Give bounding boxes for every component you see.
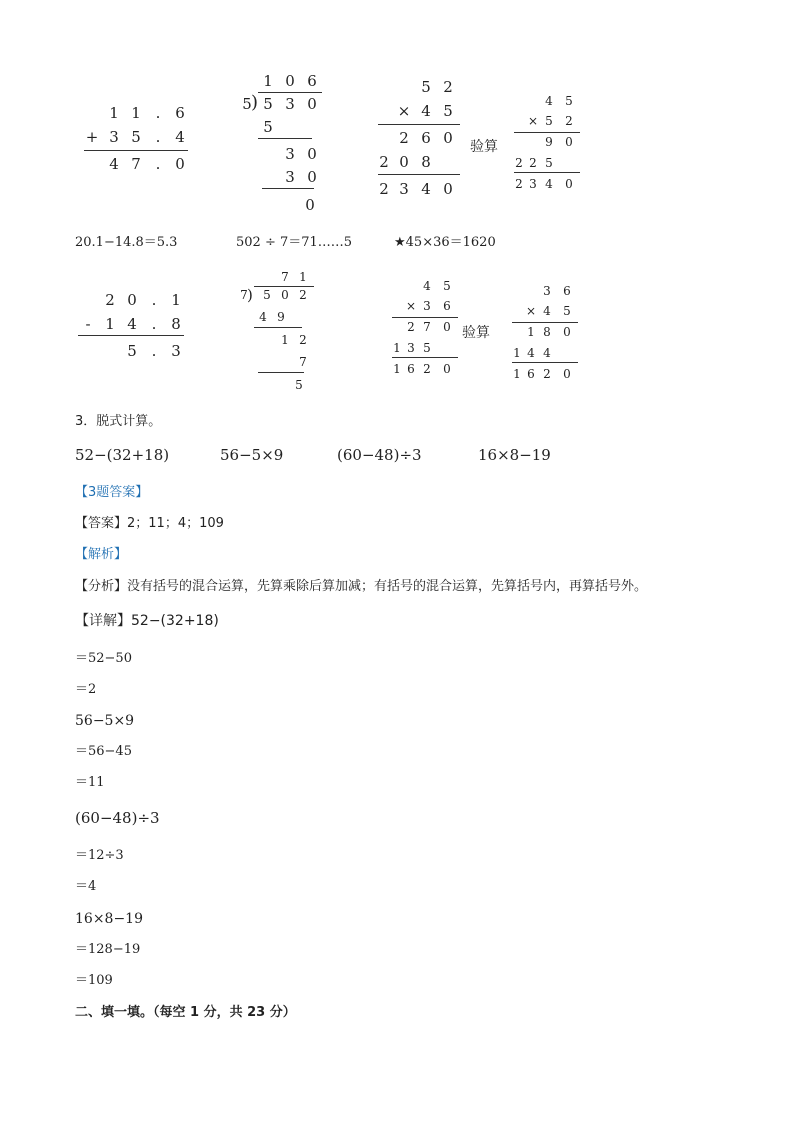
vertical-multiplication-check-2	[508, 282, 583, 387]
solution-line: 56−5×9	[75, 713, 135, 729]
digit: 1	[281, 333, 289, 347]
digit: .	[151, 342, 157, 360]
digit: 2	[423, 362, 431, 376]
solution-line: ＝56−45	[75, 744, 132, 759]
digit: 1	[131, 104, 141, 122]
digit: 2	[565, 114, 573, 128]
digit: 2	[515, 156, 523, 170]
digit: 0	[563, 367, 571, 381]
equation-multiplication: ★45×36＝1620	[394, 235, 496, 250]
solution-line: ＝128−19	[75, 942, 141, 957]
digit: 7	[281, 270, 289, 284]
digit: 1	[299, 270, 307, 284]
analysis-header: 【解析】	[75, 547, 128, 562]
step-line	[262, 188, 314, 189]
product-line	[392, 317, 458, 318]
times-sign: ×	[405, 299, 417, 313]
digit: 2	[399, 129, 409, 147]
answer-header: 【3题答案】	[75, 485, 149, 500]
digit: 6	[421, 129, 431, 147]
digit: 6	[407, 362, 415, 376]
digit: 3	[543, 284, 551, 298]
vertical-addition	[80, 100, 190, 180]
vertical-multiplication-check-1	[510, 92, 585, 197]
solution-line: 16×8−19	[75, 911, 143, 927]
digit: 4	[423, 279, 431, 293]
digit: 6	[443, 299, 451, 313]
section-2-title: 二、填一填。（每空 1 分，共 23 分）	[75, 1005, 296, 1020]
digit: 5	[421, 78, 431, 96]
digit: 0	[285, 72, 295, 90]
digit: 2	[543, 367, 551, 381]
digit: .	[155, 155, 161, 173]
digit: 0	[565, 177, 573, 191]
digit: 4	[259, 310, 267, 324]
digit: .	[151, 291, 157, 309]
digit: 1	[527, 325, 535, 339]
digit: 0	[307, 95, 317, 113]
times-sign: ×	[525, 304, 537, 318]
problem-expression: (60−48)÷3	[337, 446, 422, 464]
digit: 5	[263, 95, 273, 113]
digit: .	[151, 315, 157, 333]
digit: 6	[175, 104, 185, 122]
digit: 2	[407, 320, 415, 334]
remainder: 0	[305, 196, 315, 214]
detail-label: 【详解】52−(32+18)	[75, 613, 219, 629]
product-line	[378, 124, 460, 125]
digit: 0	[443, 180, 453, 198]
digit: 9	[545, 135, 553, 149]
times-sign: ×	[397, 102, 411, 120]
equation-subtraction: 20.1−14.8＝5.3	[75, 235, 178, 250]
digit: 1	[513, 367, 521, 381]
digit: 4	[543, 304, 551, 318]
digit: 2	[443, 78, 453, 96]
digit: 9	[277, 310, 285, 324]
problem-expression: 16×8−19	[478, 446, 551, 464]
vertical-multiplication-1	[374, 76, 464, 201]
digit: 4	[175, 128, 185, 146]
digit: 6	[307, 72, 317, 90]
digit: 2	[105, 291, 115, 309]
division-bar	[254, 286, 314, 287]
plus-sign: +	[85, 128, 99, 146]
digit: 1	[393, 341, 401, 355]
problem-expression: 52−(32+18)	[75, 446, 170, 464]
digit: 0	[307, 145, 317, 163]
product-line	[378, 174, 460, 175]
solution-line: ＝4	[75, 879, 97, 894]
digit: .	[155, 128, 161, 146]
digit: 2	[515, 177, 523, 191]
divisor: 7	[240, 288, 248, 302]
check-label: 验算	[462, 325, 490, 341]
product-line	[514, 132, 580, 133]
digit: 1	[263, 72, 273, 90]
long-division-2	[240, 268, 315, 398]
digit: 2	[529, 156, 537, 170]
solution-line: ＝12÷3	[75, 848, 124, 863]
digit: 4	[109, 155, 119, 173]
minus-sign: -	[85, 315, 91, 333]
digit: 5	[563, 304, 571, 318]
difference-line	[78, 335, 184, 336]
digit: 8	[171, 315, 181, 333]
digit: 0	[443, 362, 451, 376]
digit: 0	[563, 325, 571, 339]
digit: 0	[281, 288, 289, 302]
digit: 4	[421, 180, 431, 198]
product-line	[512, 322, 578, 323]
vertical-subtraction	[76, 287, 186, 367]
digit: 1	[171, 291, 181, 309]
step-line	[258, 138, 312, 139]
divisor: 5	[242, 95, 252, 113]
digit: 3	[285, 95, 295, 113]
division-bracket: )	[251, 92, 259, 113]
digit: 3	[285, 145, 295, 163]
digit: 7	[423, 320, 431, 334]
equation-division: 502 ÷ 7＝71……5	[236, 235, 353, 250]
product-line	[512, 362, 578, 363]
solution-line: (60−48)÷3	[75, 809, 160, 827]
digit: 3	[171, 342, 181, 360]
long-division-1	[244, 70, 334, 220]
solution-line: ＝109	[75, 973, 113, 988]
problem-expression: 56−5×9	[220, 446, 284, 464]
step-line	[254, 327, 302, 328]
step-line	[258, 372, 304, 373]
solution-line: ＝2	[75, 682, 97, 697]
digit: 5	[545, 114, 553, 128]
answer-text: 【答案】2；11；4；109	[75, 516, 224, 531]
vertical-multiplication-2	[388, 277, 463, 382]
digit: 3	[109, 128, 119, 146]
division-bar	[258, 92, 322, 93]
digit: 7	[299, 355, 307, 369]
solution-line: ＝11	[75, 775, 105, 790]
digit: 8	[421, 153, 431, 171]
digit: 4	[545, 177, 553, 191]
check-label: 验算	[470, 139, 498, 155]
sum-line	[84, 150, 188, 151]
digit: 5	[443, 102, 453, 120]
digit: 3	[285, 168, 295, 186]
product-line	[392, 357, 458, 358]
digit: 5	[565, 94, 573, 108]
digit: 4	[543, 346, 551, 360]
remainder: 5	[295, 378, 303, 392]
digit: 2	[379, 153, 389, 171]
digit: 4	[421, 102, 431, 120]
digit: 1	[393, 362, 401, 376]
digit: 3	[399, 180, 409, 198]
digit: 4	[527, 346, 535, 360]
digit: 7	[131, 155, 141, 173]
digit: 3	[529, 177, 537, 191]
digit: 4	[127, 315, 137, 333]
digit: 5	[423, 341, 431, 355]
digit: 0	[127, 291, 137, 309]
digit: 5	[131, 128, 141, 146]
digit: 0	[307, 168, 317, 186]
digit: 2	[299, 333, 307, 347]
digit: 0	[443, 320, 451, 334]
digit: 5	[545, 156, 553, 170]
digit: 1	[109, 104, 119, 122]
digit: 2	[299, 288, 307, 302]
digit: 8	[543, 325, 551, 339]
digit: 0	[443, 129, 453, 147]
digit: 5	[127, 342, 137, 360]
digit: .	[155, 104, 161, 122]
digit: 1	[513, 346, 521, 360]
section-3-title: 3．脱式计算。	[75, 414, 162, 429]
digit: 5	[263, 118, 273, 136]
analysis-text: 【分析】没有括号的混合运算，先算乘除后算加减；有括号的混合运算，先算括号内，再算括号外。	[75, 579, 648, 594]
division-bracket: )	[247, 286, 253, 304]
digit: 5	[443, 279, 451, 293]
digit: 4	[545, 94, 553, 108]
digit: 0	[565, 135, 573, 149]
digit: 3	[407, 341, 415, 355]
times-sign: ×	[527, 114, 539, 128]
solution-line: ＝52−50	[75, 651, 132, 666]
digit: 1	[105, 315, 115, 333]
digit: 3	[423, 299, 431, 313]
digit: 6	[527, 367, 535, 381]
digit: 0	[175, 155, 185, 173]
digit: 2	[379, 180, 389, 198]
digit: 6	[563, 284, 571, 298]
digit: 0	[399, 153, 409, 171]
product-line	[514, 172, 580, 173]
digit: 5	[263, 288, 271, 302]
